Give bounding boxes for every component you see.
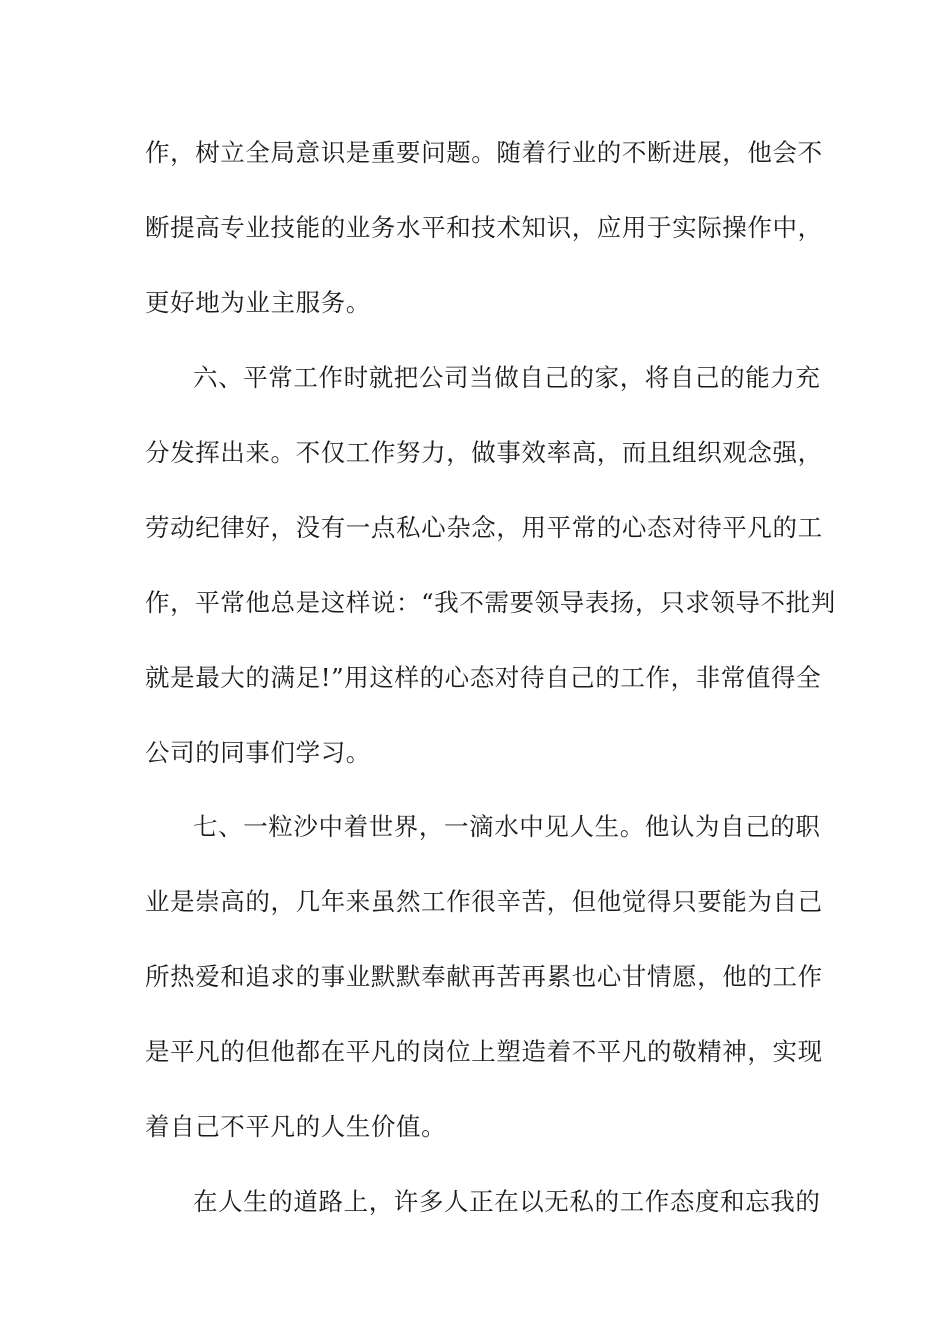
text-line: 着自己不平凡的人生价值。 [145,1112,447,1141]
text-line: 作，平常他总是这样说：“我不需要领导表扬，只求领导不批判 [145,588,836,617]
paragraph-start-line: 七、一粒沙中着世界，一滴水中见人生。他认为自己的职 [193,812,821,841]
paragraph-start-line: 六、平常工作时就把公司当做自己的家，将自己的能力充 [193,363,821,392]
text-line: 作，树立全局意识是重要问题。随着行业的不断进展，他会不 [145,138,823,167]
text-line: 劳动纪律好，没有一点私心杂念，用平常的心态对待平凡的工 [145,513,823,542]
text-line: 更好地为业主服务。 [145,288,371,317]
text-line: 是平凡的但他都在平凡的岗位上塑造着不平凡的敬精神，实现 [145,1037,823,1066]
text-line: 业是崇高的，几年来虽然工作很辛苦，但他觉得只要能为自己 [145,887,823,916]
text-line: 就是最大的满足!”用这样的心态对待自己的工作，非常值得全 [145,663,822,692]
text-line: 分发挥出来。不仅工作努力，做事效率高，而且组织观念强， [145,438,823,467]
text-line: 断提高专业技能的业务水平和技术知识，应用于实际操作中， [145,213,823,242]
text-line: 所热爱和追求的事业默默奉献再苦再累也心甘情愿，他的工作 [145,962,823,991]
text-line: 公司的同事们学习。 [145,738,371,767]
paragraph-start-line: 在人生的道路上，许多人正在以无私的工作态度和忘我的 [193,1187,821,1216]
